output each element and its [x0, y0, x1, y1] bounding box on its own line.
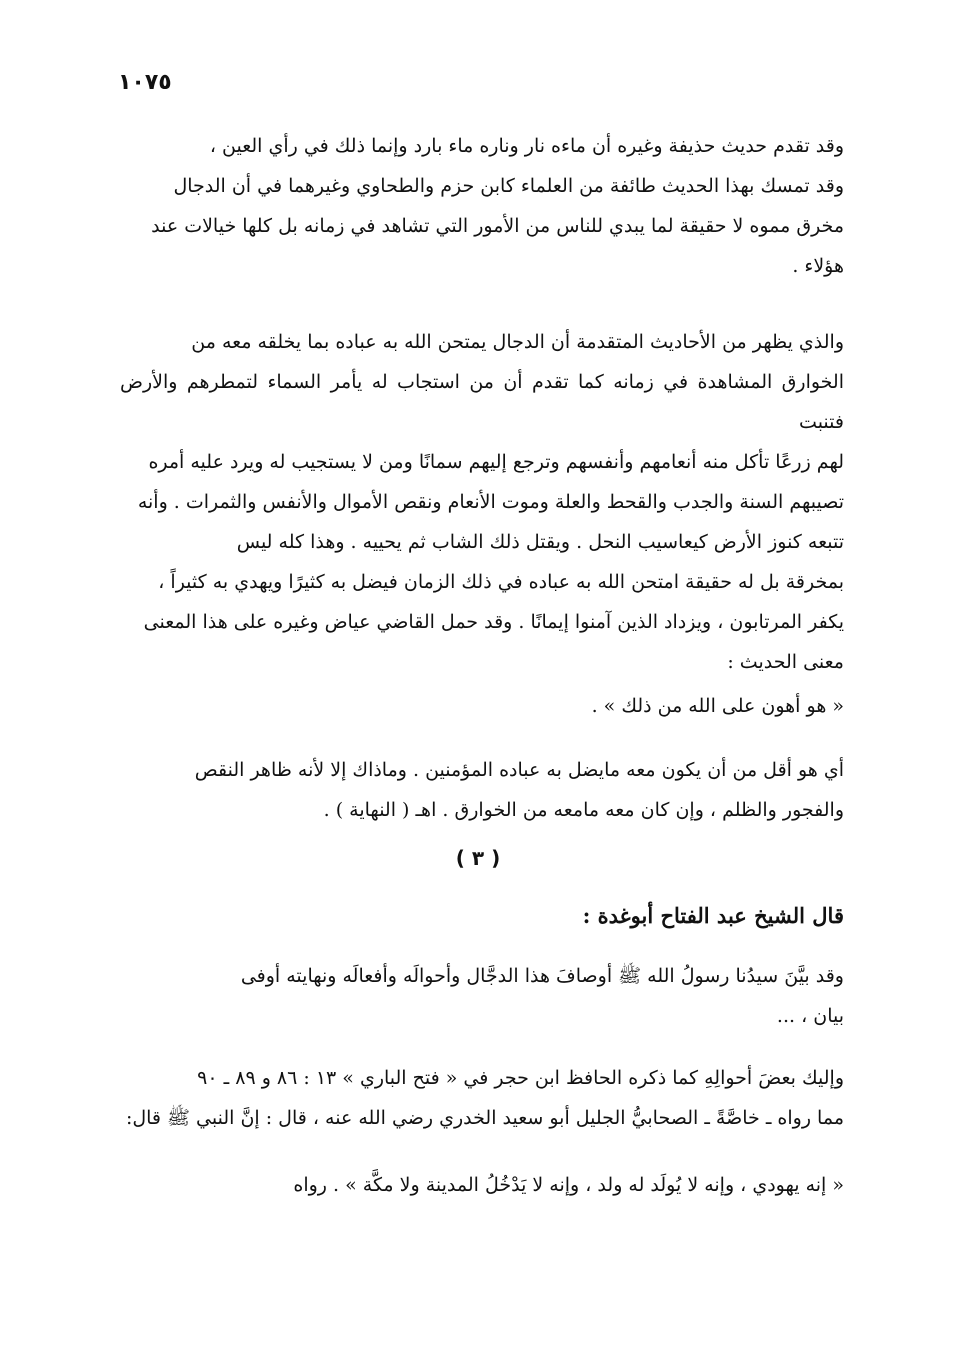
- text-line: وقد بيَّنَ سيدُنا رسولُ الله ﷺ أوصافَ هذا الدجَّال وأحوالَه وأفعالَه ونهايته أوفى: [240, 965, 844, 987]
- text-line: والفجور والظلم ، وإن كان معه مامعه من الخوارق . اهـ ( النهاية ) .: [323, 799, 844, 821]
- page-number: ١٠٧٥: [118, 70, 172, 95]
- section-number: ( ٣ ): [455, 846, 501, 870]
- text-line: تصيبهم السنة والجدب والقحط والعلة وموت الأنعام ونقص الأموال والأنفس والثمرات . وأنه: [137, 491, 844, 513]
- text-line: وقد تمسك بهذا الحديث طائفة من العلماء كابن حزم والطحاوي وغيرهما في أن الدجال: [173, 175, 844, 197]
- text-line: أي هو أقل من أن يكون معه مايضل به عباده المؤمنين . وماذاك إلا لأنه ظاهر النقص: [194, 759, 844, 781]
- text-line: مخرق مموه لا حقيقة لما يبدي للناس من الأمور التي تشاهد في زمانه بل كلها خيالات عند: [151, 215, 844, 237]
- text-line: تتبعه كنوز الأرض كيعاسيب النحل . ويقتل ذلك الشاب ثم يحييه . وهذا كله ليس: [236, 531, 844, 553]
- text-line: لهم زرعًا تأكل منه أنعامهم وأنفسهم وترجع إليهم سمانًا ومن لا يستجيب له ويرد عليه أمره: [148, 451, 844, 473]
- quote-block: [120, 686, 844, 726]
- text-line: « إنه يهودي ، وإنه لا يُولَد له ولد ، وإنه لا يَدْخُلُ المدينة ولا مكَّة » . رواه: [293, 1174, 844, 1196]
- paragraph-1: [120, 126, 844, 286]
- text-line: والذي يظهر من الأحاديث المتقدمة أن الدجال يمتحن الله به عباده بما يخلقه معه من: [191, 331, 844, 353]
- text-line: بمخرقة بل له حقيقة امتحن الله به عباده في ذلك الزمان فيضل به كثيرًا ويهدي به كثيراً ،: [158, 571, 844, 593]
- section-heading: قال الشيخ عبد الفتاح أبوغدة :: [582, 903, 844, 928]
- text-line: وقد تقدم حديث حذيفة وغيره أن ماءه نار وناره ماء بارد وإنما ذلك في رأي العين ،: [209, 135, 844, 157]
- text-line: الخوارق المشاهدة في زمانه كما تقدم أن من استجاب له يأمر السماء لتمطرهم والأرض فتنبت: [120, 371, 844, 433]
- paragraph-5: [120, 1058, 844, 1138]
- text-line: هؤلاء .: [792, 255, 844, 277]
- paragraph-6: [120, 1165, 844, 1205]
- text-line: مما رواه ـ خاصَّةً ـ الصحابيُّ الجليل أبو سعيد الخدري رضي الله عنه ، قال : إنَّ النبي ﷺ قال:: [125, 1107, 844, 1129]
- quote-line: « هو أهون على الله من ذلك » .: [591, 695, 844, 717]
- text-line: وإليك بعضَ أحوالِهِ كما ذكره الحافظ ابن حجر في « فتح الباري » ١٣ : ٨٦ و ٨٩ ـ ٩٠: [197, 1067, 844, 1089]
- paragraph-4: [120, 956, 844, 1036]
- text-line: معنى الحديث :: [727, 651, 844, 673]
- paragraph-2: [120, 322, 844, 682]
- paragraph-3: [120, 750, 844, 830]
- text-line: بيان ، ...: [776, 1005, 844, 1027]
- text-line: يكفر المرتابون ، ويزداد الذين آمنوا إيمانًا . وقد حمل القاضي عياض وغيره على هذا المعنى: [143, 611, 844, 633]
